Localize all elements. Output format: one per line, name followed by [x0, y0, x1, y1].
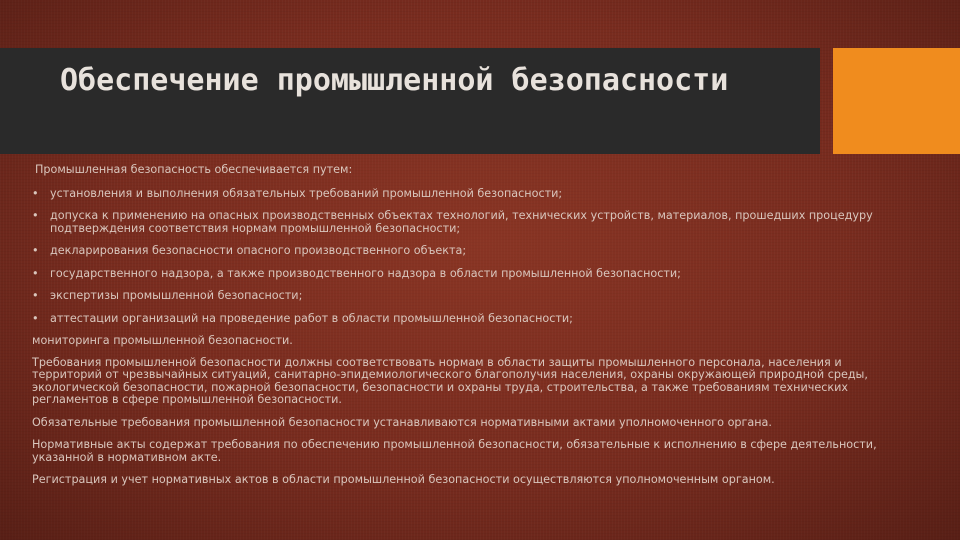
- bullet-icon: •: [32, 289, 39, 302]
- paragraph-registration: Регистрация и учет нормативных актов в области промышленной безопасности осуществляются уполномоченным органом.: [32, 473, 775, 486]
- bullet-text: аттестации организаций на проведение работ в области промышленной безопасности;: [50, 311, 573, 325]
- bullet-text: допуска к применению на опасных производственных объектах технологий, технических устройств, материалов, прошедших процедуру подтверждения соответствия нормам промышленной безопасности;: [50, 209, 873, 235]
- bullet-text: декларирования безопасности опасного производственного объекта;: [50, 244, 467, 257]
- slide-content: [32, 164, 912, 497]
- slide-title: Обеспечение промышленной безопасности: [60, 63, 729, 98]
- bullet-text: установления и выполнения обязательных требований промышленной безопасности;: [50, 186, 563, 200]
- bullet-list: [32, 188, 912, 326]
- intro-text: Промышленная безопасность обеспечивается путем:: [35, 163, 353, 176]
- bullet-icon: •: [32, 186, 39, 200]
- bullet-item: [32, 210, 912, 235]
- bullet-item: [32, 268, 912, 281]
- bullet-icon: •: [32, 244, 39, 257]
- bullet-text: экспертизы промышленной безопасности;: [50, 289, 303, 302]
- accent-box: [833, 48, 960, 154]
- paragraph-normative-acts: Нормативные акты содержат требования по обеспечению промышленной безопасности, обязательные к исполнению в сфере деятельности, указанной в нормативном акте.: [32, 438, 877, 464]
- bullet-icon: •: [32, 311, 39, 325]
- bullet-item: [32, 188, 912, 201]
- title-bar: [0, 48, 820, 154]
- bullet-item: [32, 313, 912, 326]
- paragraph-requirements: Требования промышленной безопасности должны соответствовать нормам в области защиты промышленного персонала, населения и территорий от чрезвычайных ситуаций, санитарно-эпидемиологического благополучия населения, охраны окружающей природной среды, экологической безопасности, пожарной безопасности, безопасности и охраны труда, строительства, а также требованиям технических регламентов в сфере промышленной безопасности.: [32, 355, 868, 406]
- paragraph-mandatory: Обязательные требования промышленной безопасности устанавливаются нормативными актами уполномоченного органа.: [32, 415, 772, 429]
- bullet-icon: •: [32, 266, 39, 280]
- bullet-item: [32, 290, 912, 303]
- bullet-icon: •: [32, 209, 39, 222]
- bullet-item: [32, 245, 912, 258]
- bullet-text: государственного надзора, а также производственного надзора в области промышленной безопасности;: [50, 266, 681, 280]
- paragraph-monitoring: мониторинга промышленной безопасности.: [32, 334, 293, 347]
